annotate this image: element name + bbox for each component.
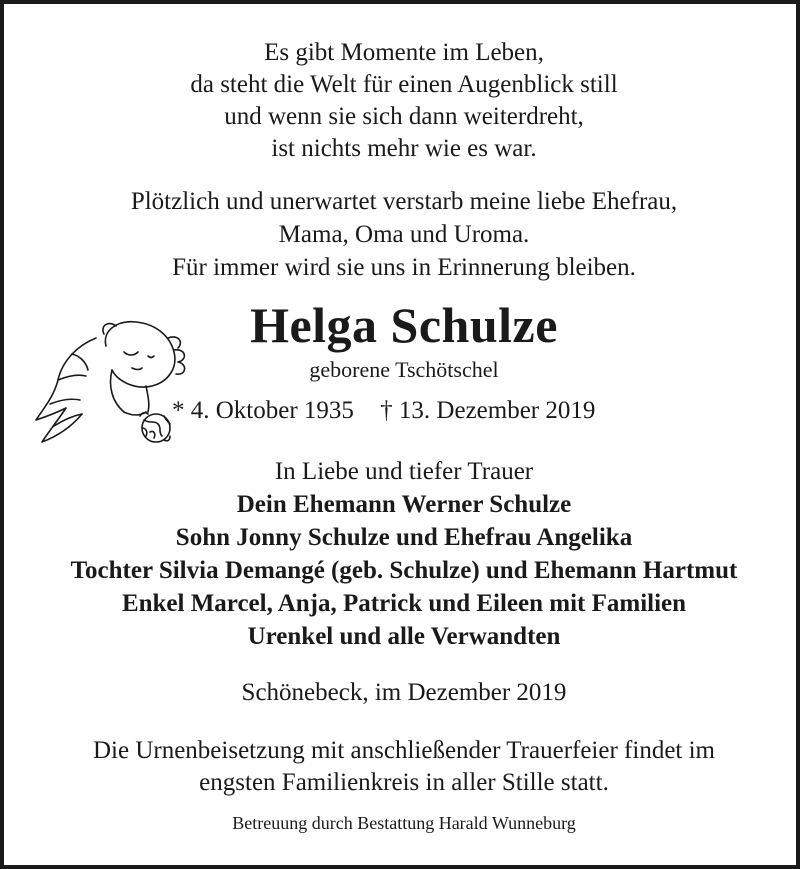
poem-line: und wenn sie sich dann weiterdreht, — [224, 103, 584, 130]
deceased-name: Helga Schulze — [250, 297, 558, 353]
intro-line: Mama, Oma und Uroma. — [278, 221, 530, 248]
poem-line: da steht die Welt für einen Augenblick still — [190, 71, 618, 98]
undertaker-credit: Betreuung durch Bestattung Harald Wunneburg — [232, 813, 576, 833]
mourner-line: Enkel Marcel, Anja, Patrick und Eileen mit Familien — [121, 590, 687, 617]
poem-line: Es gibt Momente im Leben, — [264, 39, 544, 66]
mourning-intro: In Liebe und tiefer Trauer — [274, 458, 534, 485]
poem-line: ist nichts mehr wie es war. — [271, 135, 537, 162]
mourner-line: Sohn Jonny Schulze und Ehefrau Angelika — [175, 524, 633, 551]
life-dates — [172, 397, 595, 425]
place-date: Schönebeck, im Dezember 2019 — [241, 679, 567, 706]
mourner-line: Tochter Silvia Demangé (geb. Schulze) und Ehemann Hartmut — [70, 557, 738, 584]
birth-date: * 4. Oktober 1935 — [172, 397, 354, 424]
intro-line: Für immer wird sie uns in Erinnerung bleiben. — [172, 254, 636, 281]
mourner-line: Urenkel und alle Verwandten — [247, 623, 561, 650]
birth-name: geborene Tschötschel — [309, 357, 499, 382]
intro-line: Plötzlich und unerwartet verstarb meine liebe Ehefrau, — [130, 188, 678, 215]
funeral-note-line: engsten Familienkreis in aller Stille statt. — [199, 769, 609, 796]
funeral-note-line: Die Urnenbeisetzung mit anschließender Trauerfeier findet im — [92, 737, 716, 764]
death-date: † 13. Dezember 2019 — [380, 397, 596, 424]
mourner-line: Dein Ehemann Werner Schulze — [236, 491, 572, 518]
